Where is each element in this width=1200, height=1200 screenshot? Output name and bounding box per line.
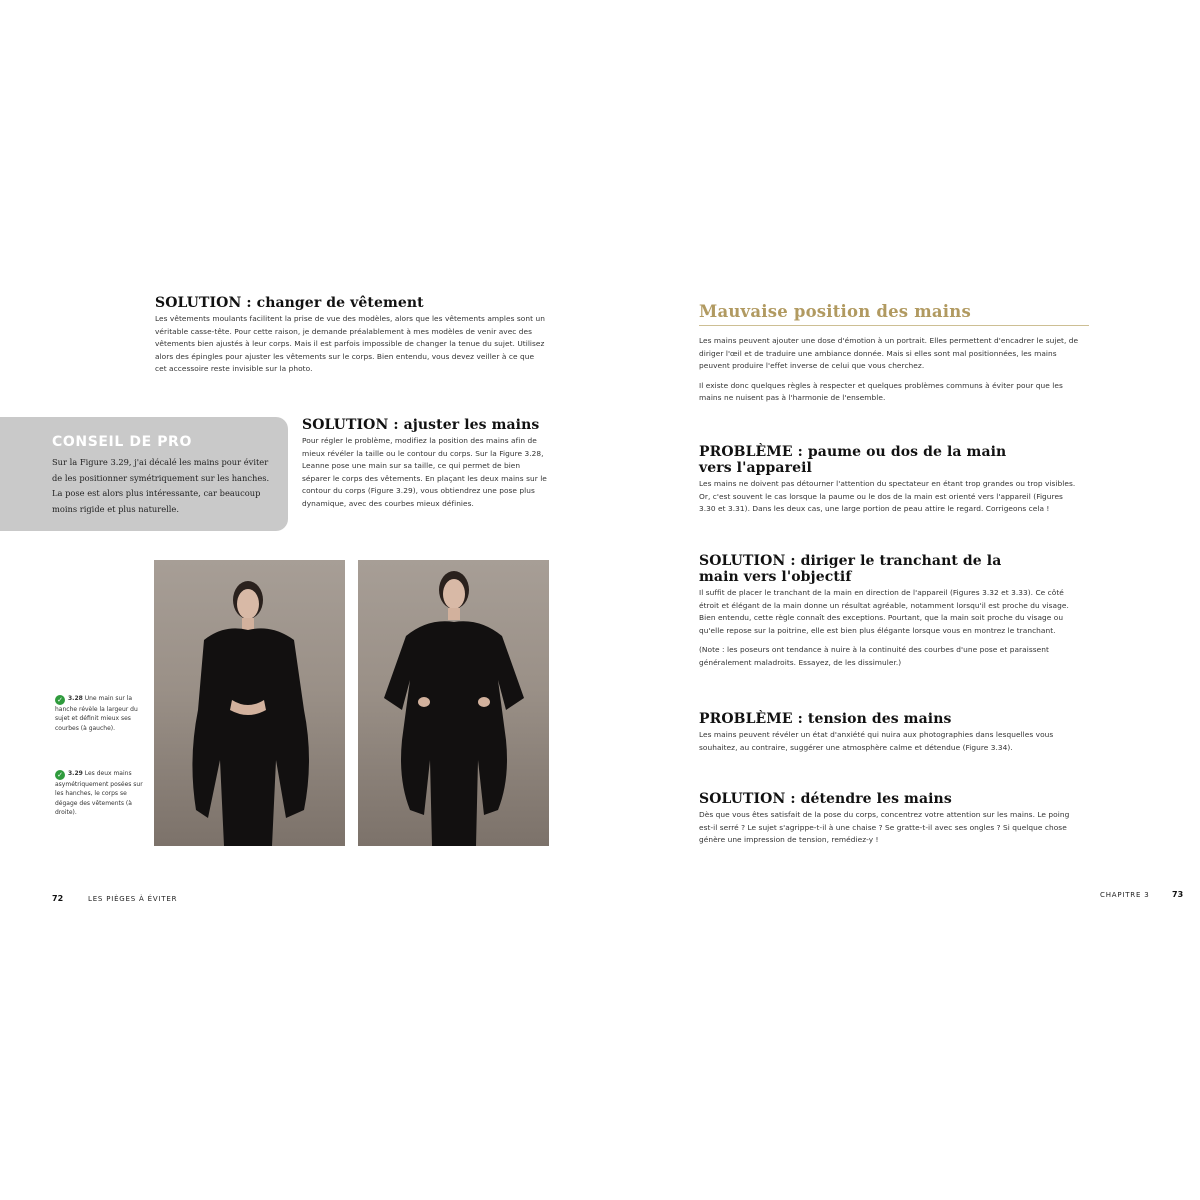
solution-paragraph: Il suffit de placer le tranchant de la main en direction de l'appareil (Figures 3.32 et 3.33). Ce côté étroit et élégant de la main donne un résultat agréable, notamment lorsqu'il est proche du visage. Bien entendu, cette règle connaît des exceptions. Pourtant, que la main soit proche du visage ou qu'elle repose sur la poitrine, elle est bien plus élégante lorsque vous en montrez le tranchant.	[699, 588, 1069, 635]
solution-body-adjust-hands: Pour régler le problème, modifiez la position des mains afin de mieux révéler la taille ou le contour du corps. Sur la Figure 3.28, Leanne pose une main sur sa taille, ce qui permet de bien séparer le corps des vêtements. En plaçant les deux mains sur le contour du corps (Figure 3.29), vous obtiendrez une pose plus dynamique, avec des courbes mieux définies.	[302, 436, 547, 508]
solution-heading-adjust-hands: SOLUTION : ajuster les mains	[302, 417, 540, 433]
intro-paragraph: Il existe donc quelques règles à respecter et quelques problèmes communs à éviter pour que les mains ne nuisent pas à l'harmonie de l'ensemble.	[699, 380, 1063, 403]
solution-heading-change-clothes: SOLUTION : changer de vêtement	[155, 295, 424, 311]
caption-number: 3.29	[68, 770, 83, 777]
solution-heading-hand-edge: SOLUTION : diriger le tranchant de la main vers l'objectif	[699, 553, 1002, 585]
running-footer-left: LES PIÈGES À ÉVITER	[88, 895, 178, 903]
problem-body-tension: Les mains peuvent révéler un état d'anxiété qui nuira aux photographies dans lesquelles vous souhaitez, au contraire, suggérer une atmosphère calme et détendue (Figure 3.34).	[699, 730, 1054, 752]
checkmark-icon: ✓	[55, 695, 65, 705]
intro-text	[699, 335, 1079, 412]
intro-paragraph: Les mains peuvent ajouter une dose d'émotion à un portrait. Elles permettent d'encadrer le sujet, de diriger l'œil et de traduire une ambiance donnée. Mais si elles sont mal positionnées, les mains peuvent produire l'effet inverse de celui que vous cherchez.	[699, 336, 1079, 371]
page-number-right: 73	[1172, 890, 1184, 899]
checkmark-icon: ✓	[55, 770, 65, 780]
section-title-rule	[699, 325, 1089, 326]
solution-body-hand-edge	[699, 587, 1079, 677]
solution-body-relax-hands: Dès que vous êtes satisfait de la pose du corps, concentrez votre attention sur les mains. Le poing est-il serré ? Le sujet s'agrippe-t-il à une chaise ? Se gratte-t-il avec ses ongles ? Si quelque chose génère une impression de tension, remédiez-y !	[699, 810, 1070, 845]
caption-number: 3.28	[68, 695, 83, 702]
running-footer-right: CHAPITRE 3	[1100, 891, 1150, 899]
page-number-left: 72	[52, 894, 64, 903]
photo-figure-3-28	[154, 560, 345, 846]
problem-heading-palm: PROBLÈME : paume ou dos de la main vers l'appareil	[699, 444, 1007, 476]
solution-heading-relax-hands: SOLUTION : détendre les mains	[699, 791, 952, 807]
problem-body-palm: Les mains ne doivent pas détourner l'attention du spectateur en étant trop grandes ou trop visibles. Or, c'est souvent le cas lorsque la paume ou le dos de la main est orienté vers l'appareil (Figures 3.30 et 3.31). Dans les deux cas, une large portion de peau attire le regard. Corrigeons cela !	[699, 479, 1076, 514]
caption-figure-3-28	[55, 694, 143, 733]
model-silhouette-left	[154, 560, 345, 846]
model-silhouette-right	[358, 560, 549, 846]
photo-figure-3-29	[358, 560, 549, 846]
solution-body-change-clothes: Les vêtements moulants facilitent la prise de vue des modèles, alors que les vêtements amples sont un véritable casse-tête. Pour cette raison, je demande préalablement à mes modèles de venir avec des vêtements bien ajustés à leur corps. Mais il est parfois impossible de changer la tenue du sujet. Utilisez alors des épingles pour ajuster les vêtements sur le corps. Bien entendu, vous devez veiller à ce que cet accessoire reste invisible sur la photo.	[155, 314, 545, 374]
caption-text: Les deux mains asymétriquement posées sur les hanches, le corps se dégage des vêtements (à droite).	[55, 770, 143, 817]
pro-tip-title: CONSEIL DE PRO	[52, 434, 192, 450]
section-title: Mauvaise position des mains	[699, 302, 971, 321]
problem-heading-tension: PROBLÈME : tension des mains	[699, 711, 952, 727]
pro-tip-text: Sur la Figure 3.29, j'ai décalé les mains pour éviter de les positionner symétriquement sur les hanches. La pose est alors plus intéressante, car beaucoup moins rigide et plus naturelle.	[52, 457, 270, 514]
caption-text: Une main sur la hanche révèle la largeur du sujet et définit mieux ses courbes (à gauche).	[55, 695, 138, 732]
solution-note: (Note : les poseurs ont tendance à nuire à la continuité des courbes d'une pose et paraissent généralement maladroits. Essayez, de les dissimuler.)	[699, 645, 1049, 667]
caption-figure-3-29	[55, 769, 143, 818]
